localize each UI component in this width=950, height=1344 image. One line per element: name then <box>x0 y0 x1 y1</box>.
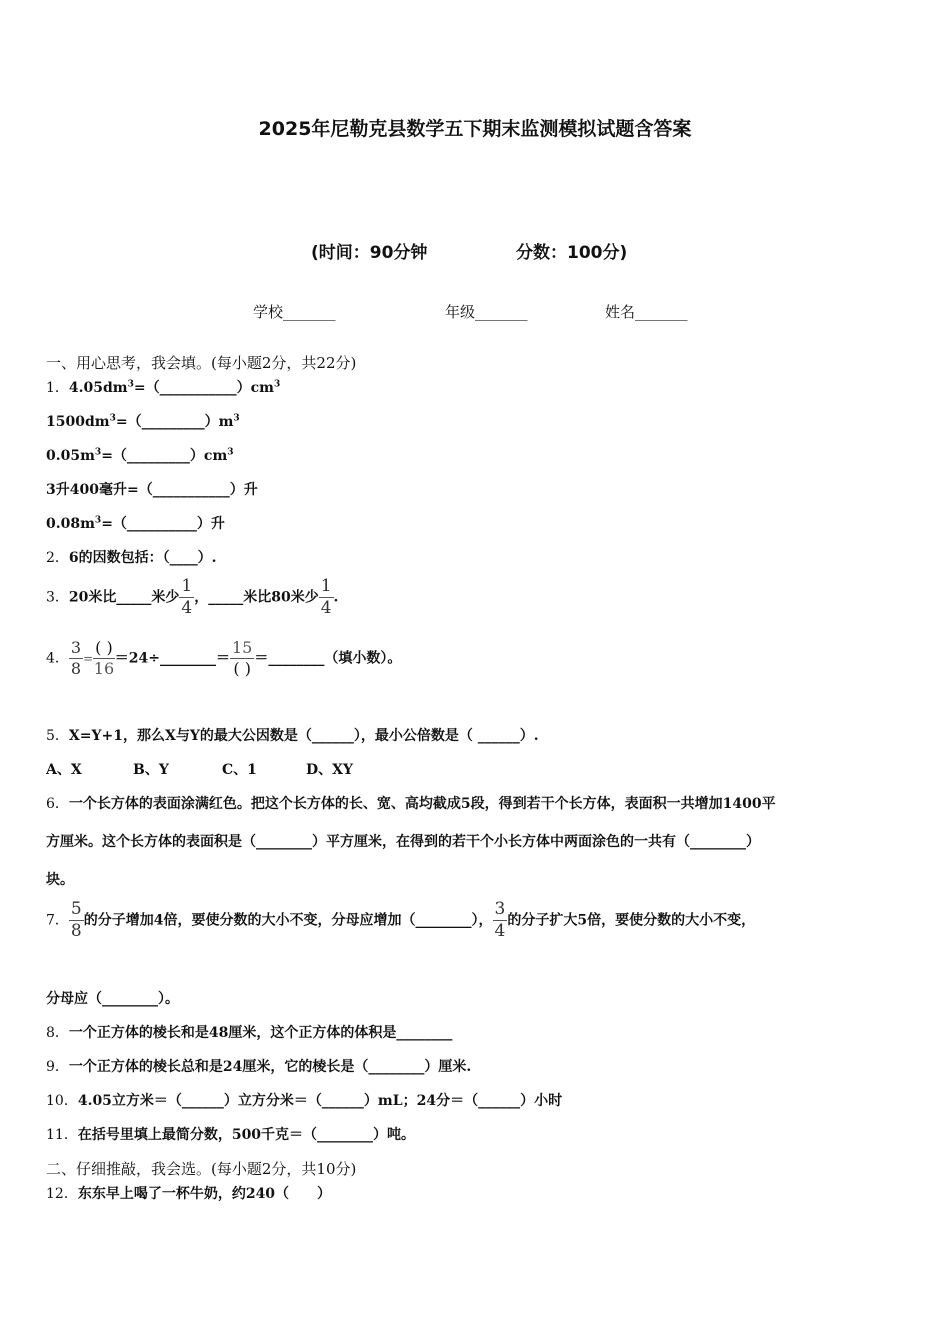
fraction-5-8: $\frac{5}{8}$ <box>70 899 82 941</box>
question-8: 8．一个正方体的棱长和是48厘米，这个正方体的体积是________ <box>46 1025 453 1041</box>
question-10: 10．4.05立方米＝（______）立方分米＝（______）mL；24分＝（______）小时 <box>46 1093 563 1109</box>
fraction-15-blank: $\frac{15}{( )}$ <box>231 638 253 678</box>
page-title: 2025年尼勒克县数学五下期末监测模拟试题含答案 <box>258 118 692 140</box>
question-5: 5．X=Y+1，那么X与Y的最大公因数是（______），最小公倍数是（ ______）. <box>46 728 539 744</box>
q5-option-c: C、1 <box>222 762 257 778</box>
question-1-line-2: $1500dm^3=(\_\_\_\_\_\_\_\_\_)m^3$ <box>46 413 240 430</box>
question-2: 2．6的因数包括：（____）. <box>46 550 217 566</box>
question-6-line-1: 6．一个长方体的表面涂满红色。把这个长方体的长、宽、高均截成5段，得到若干个长方体，表面积一共增加1400平 <box>46 796 776 812</box>
section-2-heading: 二、仔细推敲，我会选。(每小题2分，共10分) <box>46 1160 357 1178</box>
question-12: 12．东东早上喝了一杯牛奶，约240（ ） <box>46 1186 332 1202</box>
fraction-3-4: $\frac{3}{4}$ <box>494 899 506 941</box>
grade-field: 年级_______ <box>445 303 528 321</box>
question-1-line-3: $0.05m^3=(\_\_\_\_\_\_\_\_\_)cm^3$ <box>46 447 234 464</box>
question-7-line-1: 7． $\frac{5}{8}$ 的分子增加4倍，要使分数的大小不变，分母应增加（________）， $\frac{3}{4}$ 的分子扩大5倍，要使分数的大小不变， <box>46 899 756 941</box>
question-1-line-1: 1．$4.05dm^3=(\_\_\_\_\_\_\_\_\_\_\_)cm^3$ <box>46 379 281 396</box>
q5-option-b: B、Y <box>133 762 169 778</box>
question-9: 9．一个正方体的棱长总和是24厘米，它的棱长是（________）厘米. <box>46 1059 472 1075</box>
name-field: 姓名_______ <box>605 303 688 321</box>
fraction-3-8: $\frac{3}{8}$ <box>70 638 82 678</box>
fraction-blank-16: $\frac{( )}{16}$ <box>93 638 115 678</box>
fraction-one-quarter: $\frac{1}{4}$ <box>320 576 332 618</box>
fraction-one-quarter: $\frac{1}{4}$ <box>181 576 193 618</box>
question-6-line-2: 方厘米。这个长方体的表面积是（________）平方厘米，在得到的若干个小长方体中两面涂色的一共有（________） <box>46 834 760 850</box>
question-4: 4． $\frac{3}{8}$ = $\frac{( )}{16}$ ＝24÷________＝ $\frac{15}{( )}$ ＝________（填小数）。 <box>46 638 402 678</box>
section-1-heading: 一、用心思考，我会填。(每小题2分，共22分) <box>46 354 357 372</box>
question-1-line-5: $0.08m^3=(\_\_\_\_\_\_\_\_\_\_)$升 <box>46 515 225 532</box>
q5-option-d: D、XY <box>306 762 353 778</box>
exam-score: 分数：100分) <box>516 243 628 263</box>
question-3: 3．20米比_____米少 $\frac{1}{4}$ ，_____米比80米少 $\frac{1}{4}$ . <box>46 576 339 618</box>
q5-option-a: A、X <box>46 762 82 778</box>
exam-time: (时间：90分钟 <box>311 243 428 263</box>
question-11: 11．在括号里填上最简分数，500千克＝（________）吨。 <box>46 1127 416 1143</box>
question-1-line-4: 3升400毫升=（___________）升 <box>46 482 258 498</box>
question-7-line-2: 分母应（________）。 <box>46 991 179 1007</box>
question-6-line-3: 块。 <box>46 872 74 888</box>
school-field: 学校_______ <box>253 303 336 321</box>
